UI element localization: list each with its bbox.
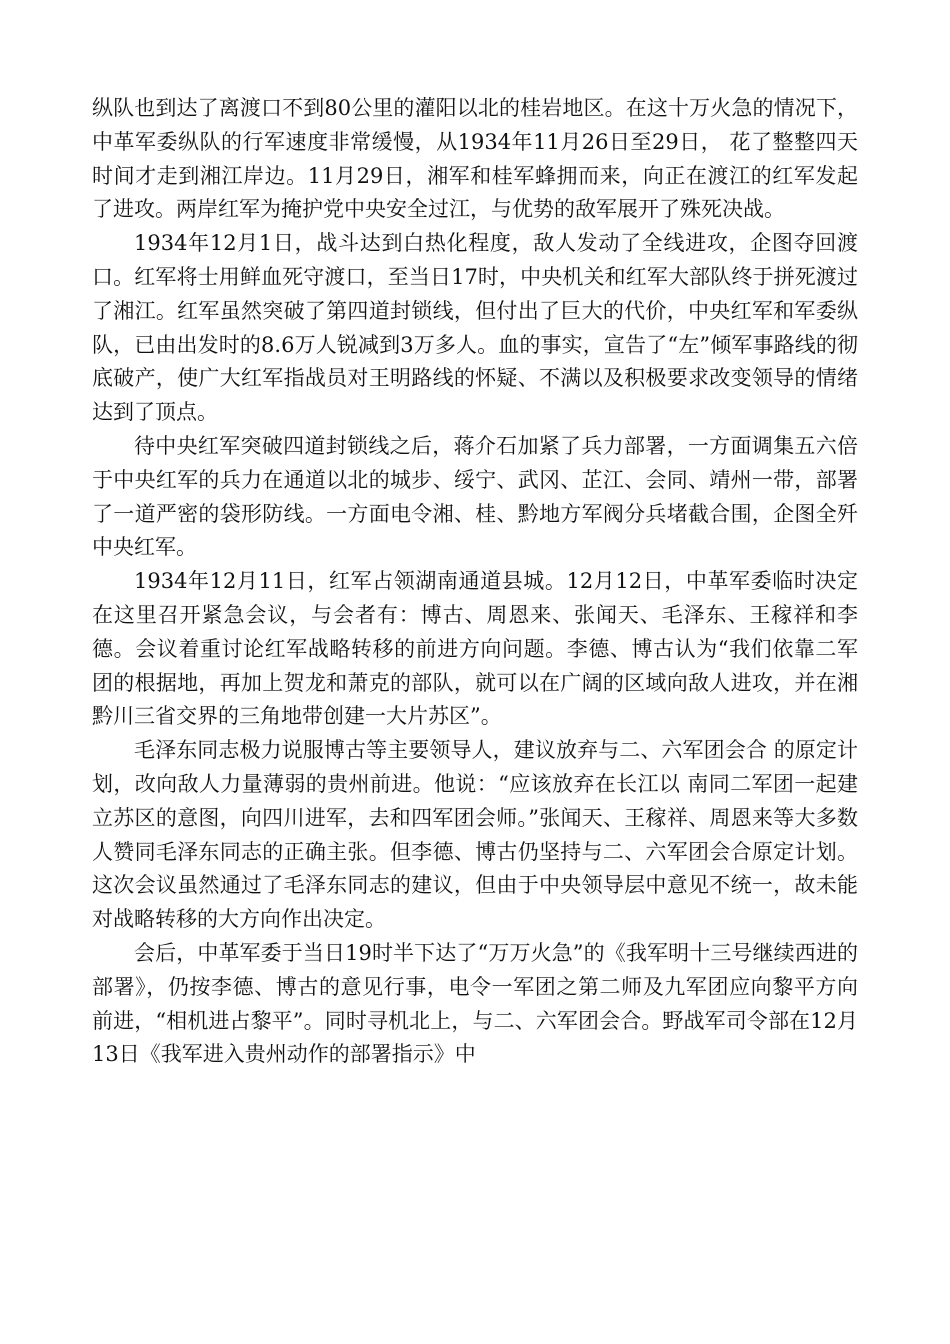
paragraph-5: 毛泽东同志极力说服博古等主要领导人，建议放弃与二、六军团会合 的原定计划，改向敌人力量薄弱的贵州前进。他说：“应该放弃在长江以 南同二军团一起建立苏区的意图，向四川进军，去和四军团会师。”张闻天、王稼祥、周恩来等大多数人赞同毛泽东同志的正确主张。但李德、博古仍坚持与二、六军团会合原定计划。这次会议虽然通过了毛泽东同志的建议，但由于中央领导层中意见不统一，故未能对战略转移的大方向作出决定。 xyxy=(92,738,858,932)
paragraph-2: 1934年12月1日，战斗达到白热化程度，敌人发动了全线进攻，企图夺回渡口。红军将士用鲜血死守渡口，至当日17时，中央机关和红军大部队终于拼死渡过了湘江。红军虽然突破了第四道封锁线，但付出了巨大的代价，中央红军和军委纵队，已由出发时的8.6万人锐减到3万多人。血的事实，宣告了“左”倾军事路线的彻底破产，使广大红军指战员对王明路线的怀疑、不满以及积极要求改变领导的情绪达到了顶点。 xyxy=(92,231,858,425)
paragraph-1: 纵队也到达了离渡口不到80公里的灌阳以北的桂岩地区。在这十万火急的情况下，中革军委纵队的行军速度非常缓慢，从1934年11月26日至29日， 花了整整四天时间才走到湘江岸边。11月29日，湘军和桂军蜂拥而来，向正在渡江的红军发起了进攻。两岸红军为掩护党中央安全过江，与优势的敌军展开了殊死决战。 xyxy=(92,96,858,222)
paragraph-3: 待中央红军突破四道封锁线之后，蒋介石加紧了兵力部署，一方面调集五六倍于中央红军的兵力在通道以北的城步、绥宁、武冈、芷江、会同、靖州一带，部署了一道严密的袋形防线。一方面电令湘、桂、黔地方军阀分兵堵截合围，企图全歼中央红军。 xyxy=(92,433,858,560)
document-page xyxy=(92,92,858,1072)
paragraph-4: 1934年12月11日，红军占领湖南通道县城。12月12日，中革军委临时决定在这里召开紧急会议，与会者有：博古、周恩来、张闻天、毛泽东、王稼祥和李德。会议着重讨论红军战略转移的前进方向问题。李德、博古认为“我们依靠二军团的根据地，再加上贺龙和萧克的部队，就可以在广阔的区域向敌人进攻，并在湘黔川三省交界的三角地带创建一大片苏区”。 xyxy=(92,569,858,729)
paragraph-6: 会后，中革军委于当日19时半下达了“万万火急”的《我军明十三号继续西进的部署》，仍按李德、博古的意见行事，电令一军团之第二师及九军团应向黎平方向前进，“相机进占黎平”。同时寻机北上，与二、六军团会合。野战军司令部在12月13日《我军进入贵州动作的部署指示》中 xyxy=(92,940,858,1067)
